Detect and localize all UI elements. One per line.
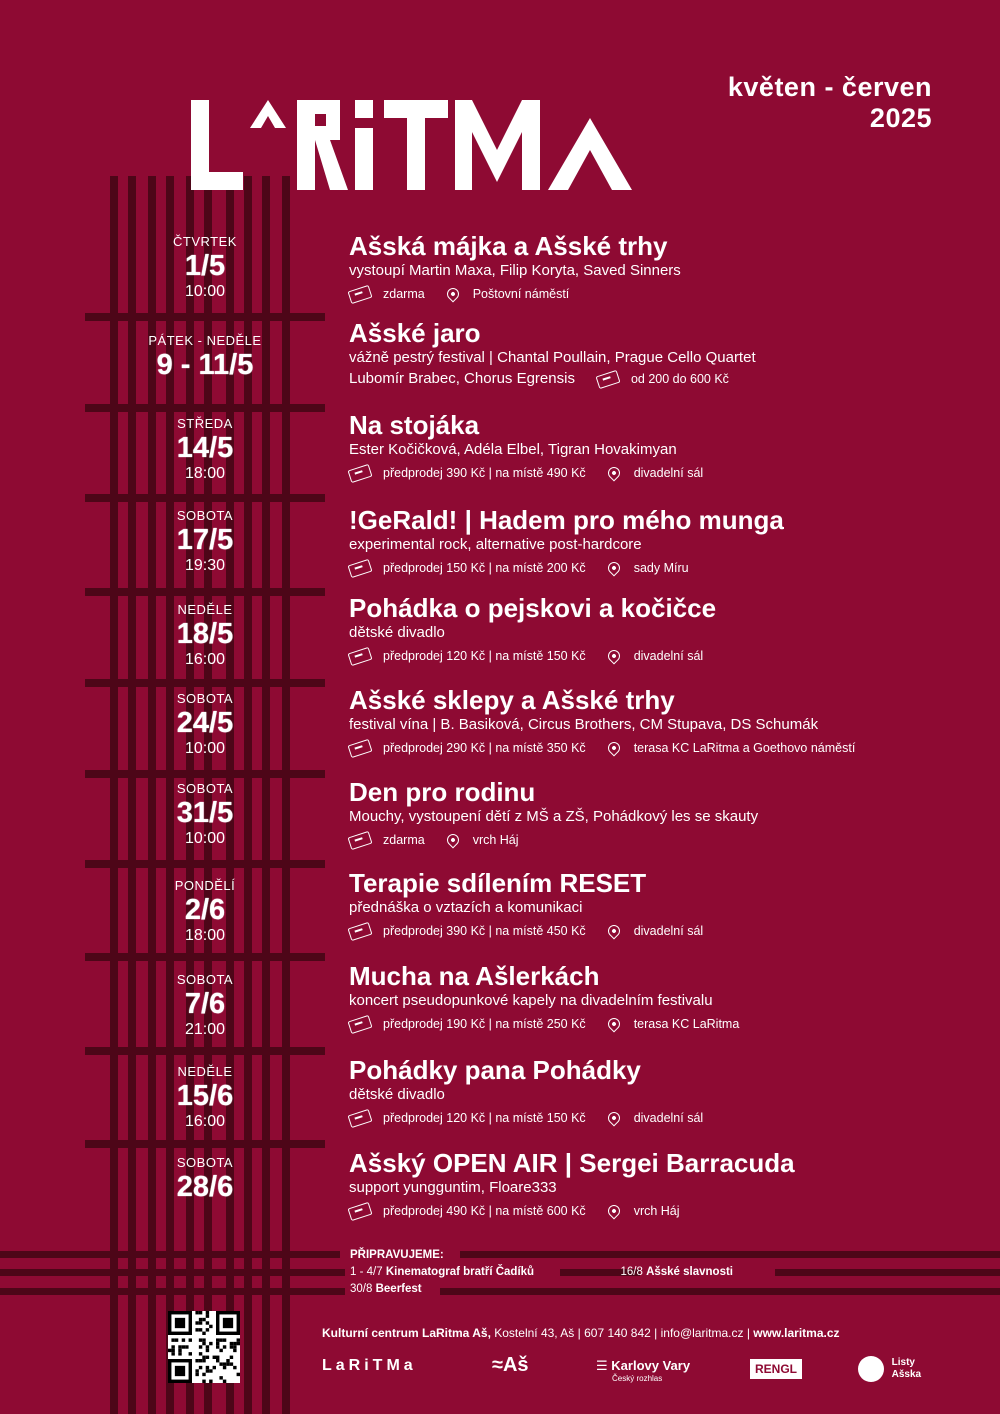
qr-module bbox=[230, 1345, 233, 1348]
qr-module bbox=[206, 1321, 209, 1324]
event-title: Ašské jaro bbox=[349, 318, 481, 348]
qr-module bbox=[199, 1359, 202, 1362]
qr-module bbox=[171, 1349, 174, 1352]
qr-module bbox=[202, 1380, 205, 1383]
qr-module bbox=[202, 1332, 205, 1335]
qr-module bbox=[219, 1338, 222, 1341]
grid-horizontal-bar bbox=[85, 953, 325, 961]
grid-horizontal-bar bbox=[85, 1140, 325, 1148]
event-subtitle: dětské divadlo bbox=[349, 624, 445, 641]
event-date-number: 2/6 bbox=[184, 894, 226, 926]
event-time: 16:00 bbox=[184, 651, 226, 668]
event-subtitle: vystoupí Martin Maxa, Filip Koryta, Saved Sinners bbox=[349, 262, 681, 279]
grid-horizontal-bar bbox=[85, 770, 325, 778]
qr-module bbox=[233, 1342, 236, 1345]
event-subtitle: experimental rock, alternative post-hardcore bbox=[349, 536, 642, 553]
event-date bbox=[110, 416, 300, 484]
event-place: divadelní sál bbox=[633, 924, 704, 938]
event-date bbox=[110, 972, 300, 1040]
event-place: sady Míru bbox=[633, 561, 689, 575]
location-pin-icon bbox=[605, 560, 622, 577]
event-price: zdarma bbox=[383, 833, 425, 847]
event-price: předprodej 150 Kč | na místě 200 Kč bbox=[383, 561, 586, 575]
event-price: předprodej 120 Kč | na místě 150 Kč bbox=[383, 649, 586, 663]
event-item bbox=[349, 593, 949, 665]
event-subtitle: support yungguntim, Floare333 bbox=[349, 1179, 557, 1196]
grid-horizontal-bar bbox=[85, 404, 325, 412]
qr-module bbox=[219, 1349, 222, 1352]
event-weekday: NEDĚLE bbox=[177, 1064, 233, 1079]
event-date bbox=[110, 691, 300, 759]
qr-module bbox=[171, 1338, 174, 1341]
event-title: Den pro rodinu bbox=[349, 777, 536, 807]
upcoming-name: Kinematograf bratří Čadíků bbox=[385, 1266, 535, 1278]
qr-module bbox=[216, 1359, 219, 1362]
event-date-number: 31/5 bbox=[176, 797, 234, 829]
ticket-icon bbox=[348, 284, 373, 303]
qr-module bbox=[209, 1369, 212, 1372]
sponsor-listy-ashka-logo bbox=[858, 1356, 921, 1382]
grid-horizontal-bar bbox=[85, 494, 325, 502]
qr-module bbox=[195, 1321, 198, 1324]
event-weekday: PÁTEK - NEDĚLE bbox=[148, 333, 262, 348]
event-item bbox=[349, 685, 949, 757]
ticket-icon bbox=[595, 369, 620, 388]
sponsor-karlovy-vary-logo bbox=[596, 1358, 690, 1383]
event-date-number: 7/6 bbox=[184, 988, 226, 1020]
location-pin-icon bbox=[605, 1016, 622, 1033]
event-item bbox=[349, 318, 949, 388]
event-item bbox=[349, 1148, 949, 1220]
qr-module bbox=[178, 1349, 181, 1352]
qr-module bbox=[182, 1345, 185, 1348]
event-title: Pohádky pana Pohádky bbox=[349, 1055, 641, 1085]
event-item bbox=[349, 231, 949, 303]
bars-icon: ☰ bbox=[596, 1358, 608, 1373]
qr-module bbox=[230, 1342, 233, 1345]
grid-horizontal-bar bbox=[0, 1251, 340, 1258]
event-time: 18:00 bbox=[184, 465, 226, 482]
upcoming-heading: PŘIPRAVUJEME: bbox=[350, 1249, 444, 1261]
upcoming-date: 16/8 bbox=[620, 1266, 643, 1278]
circle-icon bbox=[858, 1356, 884, 1382]
event-title: Ašské sklepy a Ašské trhy bbox=[349, 685, 675, 715]
location-pin-icon bbox=[605, 923, 622, 940]
qr-module bbox=[213, 1366, 216, 1369]
sponsor-laritma-logo: LaRiTMa bbox=[322, 1357, 417, 1374]
ticket-icon bbox=[348, 463, 373, 482]
qr-module bbox=[233, 1349, 236, 1352]
upcoming-name: Ašské slavnosti bbox=[646, 1266, 733, 1278]
qr-module bbox=[206, 1345, 209, 1348]
qr-module bbox=[206, 1311, 209, 1314]
qr-module bbox=[216, 1356, 219, 1359]
sponsor-as-logo: ≈Aš bbox=[492, 1354, 529, 1376]
qr-module bbox=[216, 1338, 219, 1341]
event-title: Ašská májka a Ašské trhy bbox=[349, 231, 668, 261]
event-date bbox=[110, 602, 300, 670]
event-price: předprodej 390 Kč | na místě 490 Kč bbox=[383, 466, 586, 480]
qr-module bbox=[209, 1325, 212, 1328]
location-pin-icon bbox=[605, 1203, 622, 1220]
qr-module bbox=[171, 1345, 174, 1348]
event-title: Na stojáka bbox=[349, 410, 480, 440]
event-price: předprodej 490 Kč | na místě 600 Kč bbox=[383, 1204, 586, 1218]
qr-module bbox=[199, 1366, 202, 1369]
qr-module bbox=[199, 1328, 202, 1331]
event-weekday: SOBOTA bbox=[176, 508, 234, 523]
location-pin-icon bbox=[605, 1110, 622, 1127]
qr-module bbox=[230, 1356, 233, 1359]
ticket-icon bbox=[348, 1201, 373, 1220]
qr-module bbox=[206, 1349, 209, 1352]
ticket-icon bbox=[348, 1108, 373, 1127]
qr-module bbox=[195, 1359, 198, 1362]
qr-module bbox=[206, 1328, 209, 1331]
upcoming-name: Beerfest bbox=[375, 1283, 422, 1295]
qr-module bbox=[223, 1366, 226, 1369]
location-pin-icon bbox=[605, 740, 622, 757]
qr-module bbox=[223, 1345, 226, 1348]
event-price: předprodej 390 Kč | na místě 450 Kč bbox=[383, 924, 586, 938]
qr-module bbox=[206, 1369, 209, 1372]
qr-module bbox=[206, 1356, 209, 1359]
qr-module bbox=[199, 1338, 202, 1341]
ticket-icon bbox=[348, 830, 373, 849]
qr-module bbox=[182, 1338, 185, 1341]
qr-module bbox=[199, 1318, 202, 1321]
grid-horizontal-bar bbox=[85, 1047, 325, 1055]
qr-module bbox=[202, 1318, 205, 1321]
event-weekday: PONDĚLÍ bbox=[174, 878, 236, 893]
qr-module bbox=[223, 1380, 226, 1383]
grid-horizontal-bar bbox=[775, 1269, 1000, 1276]
qr-code[interactable] bbox=[168, 1311, 240, 1383]
qr-module bbox=[195, 1311, 198, 1314]
event-subtitle: Mouchy, vystoupení dětí z MŠ a ZŠ, Pohádkový les se skauty bbox=[349, 808, 759, 825]
qr-module bbox=[199, 1345, 202, 1348]
event-date bbox=[110, 333, 300, 381]
qr-module bbox=[223, 1362, 226, 1365]
event-place: divadelní sál bbox=[633, 1111, 704, 1125]
event-item bbox=[349, 961, 949, 1033]
season-label bbox=[728, 72, 932, 134]
qr-finder bbox=[223, 1318, 233, 1328]
grid-horizontal-bar bbox=[85, 860, 325, 868]
sponsor-ashka-label: Ašska bbox=[891, 1369, 922, 1380]
qr-module bbox=[237, 1338, 240, 1341]
grid-horizontal-bar bbox=[85, 313, 325, 321]
qr-finder bbox=[175, 1318, 185, 1328]
sponsor-kv-sub: Český rozhlas bbox=[612, 1374, 663, 1383]
qr-module bbox=[206, 1314, 209, 1317]
footer-org: Kulturní centrum LaRitma Aš, bbox=[322, 1326, 491, 1340]
event-subtitle: koncert pseudopunkové kapely na divadelním festivalu bbox=[349, 992, 713, 1009]
ticket-icon bbox=[348, 738, 373, 757]
event-date-number: 1/5 bbox=[184, 250, 226, 282]
event-title: Pohádka o pejskovi a kočičce bbox=[349, 593, 717, 623]
event-date bbox=[110, 234, 300, 302]
event-time: 18:00 bbox=[184, 927, 226, 944]
event-time: 19:30 bbox=[184, 557, 226, 574]
upcoming-section bbox=[350, 1247, 733, 1298]
qr-module bbox=[168, 1349, 171, 1352]
season-year: 2025 bbox=[869, 103, 932, 133]
qr-module bbox=[185, 1345, 188, 1348]
ticket-icon bbox=[348, 646, 373, 665]
qr-module bbox=[216, 1342, 219, 1345]
qr-module bbox=[171, 1352, 174, 1355]
event-price: předprodej 120 Kč | na místě 150 Kč bbox=[383, 1111, 586, 1125]
event-item bbox=[349, 868, 949, 940]
location-pin-icon bbox=[444, 286, 461, 303]
qr-module bbox=[237, 1373, 240, 1376]
event-place: divadelní sál bbox=[633, 649, 704, 663]
event-title: Terapie sdílením RESET bbox=[349, 868, 647, 898]
qr-module bbox=[195, 1373, 198, 1376]
qr-module bbox=[219, 1376, 222, 1379]
qr-module bbox=[202, 1373, 205, 1376]
sponsor-kv-label: Karlovy Vary bbox=[611, 1358, 691, 1373]
event-subtitle: dětské divadlo bbox=[349, 1086, 445, 1103]
qr-module bbox=[219, 1362, 222, 1365]
sponsor-rengl-logo: RENGL bbox=[750, 1359, 802, 1379]
location-pin-icon bbox=[605, 465, 622, 482]
footer-web-link[interactable]: www.laritma.cz bbox=[753, 1326, 840, 1340]
event-time: 16:00 bbox=[184, 1113, 226, 1130]
qr-finder bbox=[175, 1366, 185, 1376]
event-item bbox=[349, 1055, 949, 1127]
location-pin-icon bbox=[444, 832, 461, 849]
qr-module bbox=[189, 1338, 192, 1341]
qr-module bbox=[199, 1352, 202, 1355]
event-weekday: SOBOTA bbox=[176, 972, 234, 987]
event-subtitle: přednáška o vztazích a komunikaci bbox=[349, 899, 583, 916]
grid-horizontal-bar bbox=[0, 1288, 345, 1295]
event-price: od 200 do 600 Kč bbox=[630, 372, 729, 386]
event-time: 10:00 bbox=[184, 740, 226, 757]
qr-module bbox=[199, 1321, 202, 1324]
upcoming-date: 30/8 bbox=[350, 1283, 373, 1295]
event-subtitle: Ester Kočičková, Adéla Elbel, Tigran Hovakimyan bbox=[349, 441, 677, 458]
qr-module bbox=[233, 1366, 236, 1369]
ticket-icon bbox=[348, 921, 373, 940]
footer-contact bbox=[322, 1326, 840, 1340]
event-date bbox=[110, 1064, 300, 1132]
event-date-number: 15/6 bbox=[176, 1080, 234, 1112]
event-price: předprodej 190 Kč | na místě 250 Kč bbox=[383, 1017, 586, 1031]
event-date-number: 9 - 11/5 bbox=[156, 349, 254, 381]
event-weekday: SOBOTA bbox=[176, 781, 234, 796]
qr-module bbox=[223, 1338, 226, 1341]
event-time: 10:00 bbox=[184, 830, 226, 847]
ticket-icon bbox=[348, 558, 373, 577]
event-item bbox=[349, 410, 949, 482]
event-subtitle: Lubomír Brabec, Chorus Egrensis bbox=[349, 370, 575, 387]
event-weekday: NEDĚLE bbox=[177, 602, 233, 617]
qr-module bbox=[202, 1356, 205, 1359]
qr-module bbox=[233, 1345, 236, 1348]
event-weekday: SOBOTA bbox=[176, 691, 234, 706]
grid-horizontal-bar bbox=[85, 679, 325, 687]
upcoming-date: 1 - 4/7 bbox=[350, 1266, 383, 1278]
event-place: vrch Háj bbox=[472, 833, 519, 847]
event-date-number: 14/5 bbox=[176, 432, 234, 464]
event-weekday: SOBOTA bbox=[176, 1155, 234, 1170]
qr-module bbox=[237, 1342, 240, 1345]
qr-module bbox=[230, 1362, 233, 1365]
event-price: zdarma bbox=[383, 287, 425, 301]
event-item bbox=[349, 777, 949, 849]
qr-module bbox=[189, 1352, 192, 1355]
event-title: !GeRald! | Hadem pro mého munga bbox=[349, 505, 784, 535]
footer-address: Kostelní 43, Aš | 607 140 842 | info@laritma.cz | bbox=[490, 1326, 754, 1340]
event-place: terasa KC LaRitma a Goethovo náměstí bbox=[633, 741, 856, 755]
event-subtitle: festival vína | B. Basiková, Circus Brothers, CM Stupava, DS Schumák bbox=[349, 716, 819, 733]
qr-module bbox=[226, 1359, 229, 1362]
event-subtitle: vážně pestrý festival | Chantal Poullain, Prague Cello Quartet bbox=[349, 349, 756, 366]
event-title: Mucha na Ašlerkách bbox=[349, 961, 600, 991]
event-date bbox=[110, 508, 300, 576]
qr-module bbox=[209, 1380, 212, 1383]
qr-module bbox=[195, 1369, 198, 1372]
ticket-icon bbox=[348, 1014, 373, 1033]
qr-module bbox=[202, 1359, 205, 1362]
event-place: terasa KC LaRitma bbox=[633, 1017, 740, 1031]
qr-module bbox=[216, 1345, 219, 1348]
qr-module bbox=[226, 1362, 229, 1365]
qr-module bbox=[213, 1356, 216, 1359]
location-pin-icon bbox=[605, 648, 622, 665]
qr-module bbox=[199, 1311, 202, 1314]
event-weekday: STŘEDA bbox=[177, 416, 233, 431]
qr-module bbox=[178, 1345, 181, 1348]
qr-module bbox=[178, 1352, 181, 1355]
event-place: vrch Háj bbox=[633, 1204, 680, 1218]
event-date bbox=[110, 878, 300, 946]
sponsor-listy-label: Listy bbox=[891, 1357, 915, 1368]
qr-module bbox=[195, 1328, 198, 1331]
event-title: Ašský OPEN AIR | Sergei Barracuda bbox=[349, 1148, 795, 1178]
qr-module bbox=[209, 1342, 212, 1345]
event-date bbox=[110, 1155, 300, 1203]
season-months: květen - červen bbox=[727, 72, 932, 102]
qr-module bbox=[202, 1338, 205, 1341]
qr-module bbox=[206, 1366, 209, 1369]
event-date-number: 17/5 bbox=[176, 524, 234, 556]
event-date-number: 24/5 bbox=[176, 707, 234, 739]
sponsor-as-label: Aš bbox=[502, 1354, 529, 1376]
qr-module bbox=[175, 1338, 178, 1341]
event-price: předprodej 290 Kč | na místě 350 Kč bbox=[383, 741, 586, 755]
event-place: Poštovní náměstí bbox=[472, 287, 570, 301]
event-time: 21:00 bbox=[184, 1021, 226, 1038]
qr-module bbox=[202, 1342, 205, 1345]
grid-horizontal-bar bbox=[85, 588, 325, 596]
event-date-number: 28/6 bbox=[176, 1171, 234, 1203]
event-time: 10:00 bbox=[184, 283, 226, 300]
event-date-number: 18/5 bbox=[176, 618, 234, 650]
event-date bbox=[110, 781, 300, 849]
event-item bbox=[349, 505, 949, 577]
event-place: divadelní sál bbox=[633, 466, 704, 480]
event-weekday: ČTVRTEK bbox=[173, 234, 237, 249]
grid-horizontal-bar bbox=[0, 1269, 345, 1276]
